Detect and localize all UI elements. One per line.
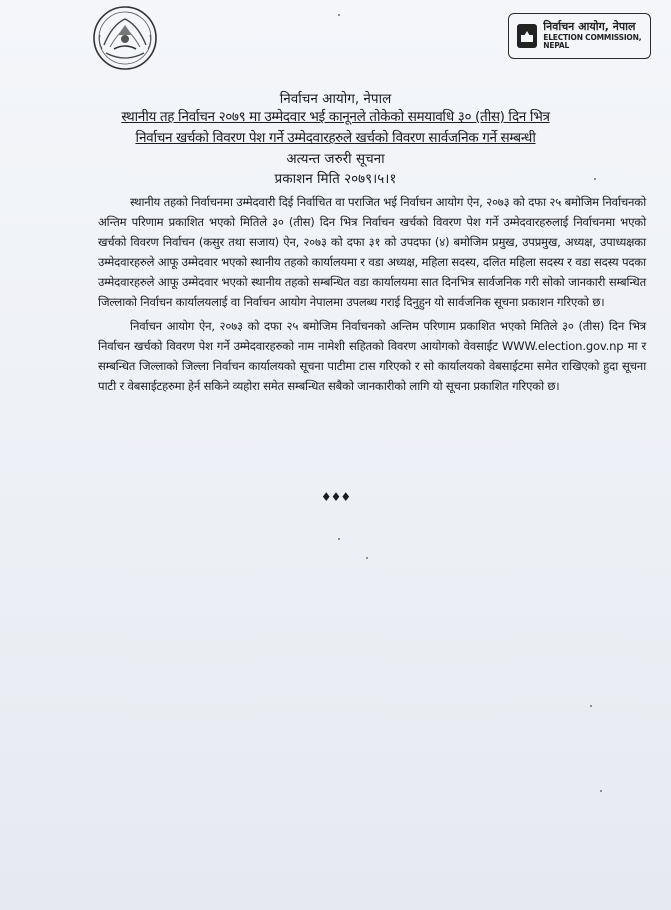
notice-body [98, 192, 646, 396]
paper-speck [594, 178, 596, 180]
paper-speck [338, 538, 340, 540]
paragraph-2: निर्वाचन आयोग ऐन, २०७३ को दफा २५ बमोजिम निर्वाचनको अन्तिम परिणाम प्रकाशित भएको मितिले ३० (तीस) दिन भित्र निर्वाचन खर्चको विवरण पेश गर्ने उम्मेदवारहरुको नाम नामेशी सहितको विवरण आयोगको वेवसाईट WWW.election.gov.np मा र सम्बन्धित जिल्लाको जिल्ला निर्वाचन कार्यालयको सूचना पाटीमा टास गरिएको र सो कार्यालयको वेबसाईटमा समेत राखिएको हुदा सूचना पाटी र वेबसाईटहरुमा हेर्न सकिने व्यहोरा समेत सम्बन्धित सबैको जानकारीको लागि यो सूचना प्रकाशित गरिएको छ। [98, 319, 646, 393]
paper-speck [366, 557, 368, 559]
election-commission-logo [508, 13, 651, 59]
end-mark: ♦♦♦ [320, 490, 351, 504]
logo-text-nepali: निर्वाचन आयोग, नेपाल [543, 20, 636, 34]
logo-text-english: ELECTION COMMISSION, NEPAL [543, 32, 642, 51]
ballot-box-icon [517, 24, 537, 48]
notice-label: अत्यन्त जरुरी सूचना [286, 151, 385, 167]
organization-name: निर्वाचन आयोग, नेपाल [279, 91, 392, 107]
publication-date: प्रकाशन मिति २०७९।५।१ [274, 171, 397, 187]
nepal-emblem-icon [92, 5, 158, 71]
notice-title-line1: स्थानीय तह निर्वाचन २०७९ मा उम्मेदवार भई कानूनले तोकेको समयावधि ३० (तीस) दिन भित्र [121, 109, 550, 125]
paper-speck [600, 790, 602, 792]
paper-speck [590, 705, 592, 707]
paragraph-1: स्थानीय तहको निर्वाचनमा उम्मेदवारी दिई निर्वाचित वा पराजित भई निर्वाचन आयोग ऐन, २०७३ को दफा २५ बमोजिम निर्वाचनको अन्तिम परिणाम प्रकाशित भएको मितिले ३० (तीस) दिन भित्र निर्वाचन खर्चको विवरण पेश गर्ने उम्मेदवारहरुलाई निर्वाचनमा भएको खर्चको विवरण निर्वाचन (कसुर तथा सजाय) ऐन, २०७३ को दफा ३१ को उपदफा (४) बमोजिम प्रमुख, उपप्रमुख, अध्यक्ष, उपाध्यक्षका उम्मेदवारहरुले आफू उम्मेदवार भएको स्थानीय तहको कार्यालयमा र वडा अध्यक्ष, महिला सदस्य, दलित महिला सदस्य र वडा सदस्य पदका उम्मेदवारहरुले आफू उम्मेदवार भएको स्थानीय तहको सम्बन्धित वडा कार्यालयमा सात दिनभित्र सार्वजनिक गरी सोको जानकारी सम्बन्धित जिल्लाको निर्वाचन कार्यालयलाई वा निर्वाचन आयोग नेपालमा उपलब्ध गराई दिनुहुन यो सार्वजनिक सूचना प्रकाशन गरिएको छ। [98, 195, 646, 309]
paper-speck [338, 14, 340, 16]
notice-title-line2: निर्वाचन खर्चको विवरण पेश गर्ने उम्मेदवारहरुले खर्चको विवरण सार्वजनिक गर्ने सम्बन्धी [135, 130, 536, 146]
